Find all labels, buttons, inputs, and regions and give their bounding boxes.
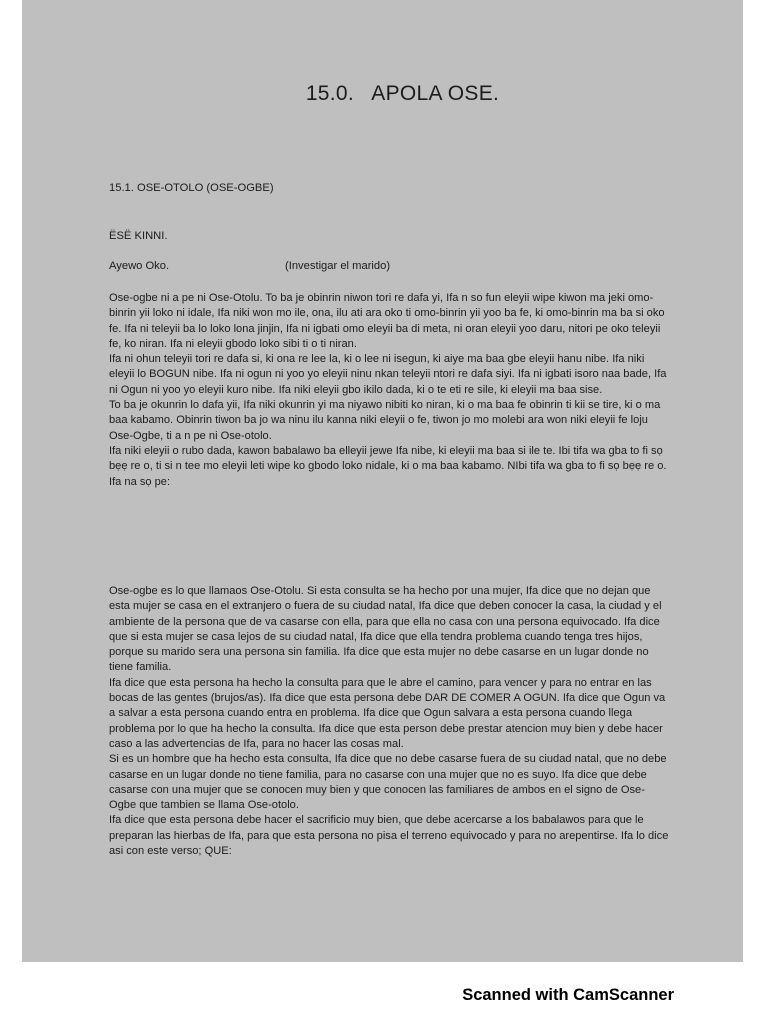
yoruba-text-block bbox=[109, 291, 669, 490]
spanish-paragraph: Ose-ogbe es lo que llamaos Ose-Otolu. Si esta consulta se ha hecho por una mujer, Ifa dice que no dejan que esta mujer se casa en el extranjero o fuera de su ciudad natal, Ifa dice que deben conocer la casa, la ciudad y el ambiente de la persona que de va casarse con ella, para que ella no casa con una persona equivocado. Ifa dice que si esta mujer se casa lejos de su ciudad natal, Ifa dice que ella tendra problema cuando tenga tres hijos, porque su marido sera una persona sin familia. Ifa dice que esta mujer no debe casarse en un lugar donde no tiene familia. bbox=[109, 585, 662, 674]
scanned-page bbox=[22, 0, 743, 962]
yoruba-paragraph: Ifa ni ohun teleyii tori re dafa si, ki ona re lee la, ki o lee ni isegun, ki aiye ma baa gbe eleyii hanu nibe. Ifa niki eleyii lo BOGUN nibe. Ifa ni ogun ni yoo yo eleyii ninu nkan teleyii ntori re dafa siyi. Ifa ni igbati isoro naa bade, Ifa ni Ogun ni yoo yo eleyii kuro nibe. Ifa niki eleyii gbo ikilo dada, ki o te eti re sile, ki eleyii ma baa sise. bbox=[109, 353, 667, 396]
ayewo-row bbox=[109, 260, 391, 272]
section-heading: 15.1. OSE-OTOLO (OSE-OGBE) bbox=[109, 182, 274, 194]
spanish-text-block bbox=[109, 584, 669, 859]
yoruba-paragraph: Ose-ogbe ni a pe ni Ose-Otolu. To ba je obinrin niwon tori re dafa yi, Ifa n so fun eleyii wipe kiwon ma jeki omo-binrin yii loko ni idale, Ifa niki won mo ile, ona, ilu ati ara oko ti omo-binrin yii yoo ba fe, ki omo-binrin ma ba si oko fe. Ifa ni teleyii ba lo loko lona jinjin, Ifa ni igbati omo eleyii ba di meta, ni oran eleyii yoo daru, nitori pe oko teleyii fe, ko niran. Ifa ni eleyii gbodo loko sibi ti o ti niran. bbox=[109, 292, 665, 350]
ayewo-translation: (Investigar el marido) bbox=[285, 260, 391, 272]
camscanner-watermark: Scanned with CamScanner bbox=[462, 986, 674, 1004]
yoruba-paragraph: To ba je okunrin lo dafa yii, Ifa niki okunrin yi ma niyawo nibiti ko niran, ki o ma baa fe obinrin ti kii se tire, ki o ma baa kabamo. Obinrin tiwon ba jo wa ninu ilu kanna niki eleyii o fe, tiwon jo mo molebi ara won niki eleyii fe loju Ose-Ogbe, ti a n pe ni Ose-otolo. bbox=[109, 399, 661, 442]
spanish-paragraph: Ifa dice que esta persona ha hecho la consulta para que le abre el camino, para vencer y para no entrar en las bocas de las gentes (brujos/as). Ifa dice que esta persona debe DAR DE COMER A OGUN. Ifa dice que Ogun va a salvar a esta persona cuando entra en problema. Ifa dice que Ogun salvara a esta persona cuando llega problema por lo que ha hecho la consulta. Ifa dice que esta person debe prestar atencion muy bien y debe hacer caso a las advertencias de Ifa, para no hacer las cosas mal. bbox=[109, 676, 666, 750]
spanish-paragraph: Si es un hombre que ha hecho esta consulta, Ifa dice que no debe casarse fuera de su ciudad natal, que no debe casarse en un lugar donde no tiene familia, para no casarse con una mujer que no es suyo. Ifa dice que debe casarse con una mujer que se conocen muy bien y que conocen las familiares de ambos en el signo de Ose-Ogbe que tambien se llama Ose-otolo. bbox=[109, 753, 667, 812]
yoruba-paragraph: Ifa niki eleyii o rubo dada, kawon babalawo ba elleyii jewe Ifa nibe, ki eleyii ma baa si ile te. Ibi tifa wa gba to fi sọ bẹẹ re o, ti si n tee mo eleyii leti wipe ko gbodo loko nidale, ki o ma baa kabamo. NIbi tifa wa gba to fi sọ bẹẹ re o. Ifa na sọ pe: bbox=[109, 444, 667, 488]
ayewo-label: Ayewo Oko. bbox=[109, 260, 170, 272]
spanish-paragraph: Ifa dice que esta persona debe hacer el sacrificio muy bien, que debe acercarse a los babalawos para que le preparan las hierbas de Ifa, para que esta persona no pisa el terreno equivocado y para no arepentirse. Ifa lo dice asi con este verso; QUE: bbox=[109, 814, 669, 858]
verse-label: ËSË KINNI. bbox=[109, 230, 168, 242]
chapter-title: 15.0. APOLA OSE. bbox=[305, 82, 500, 105]
